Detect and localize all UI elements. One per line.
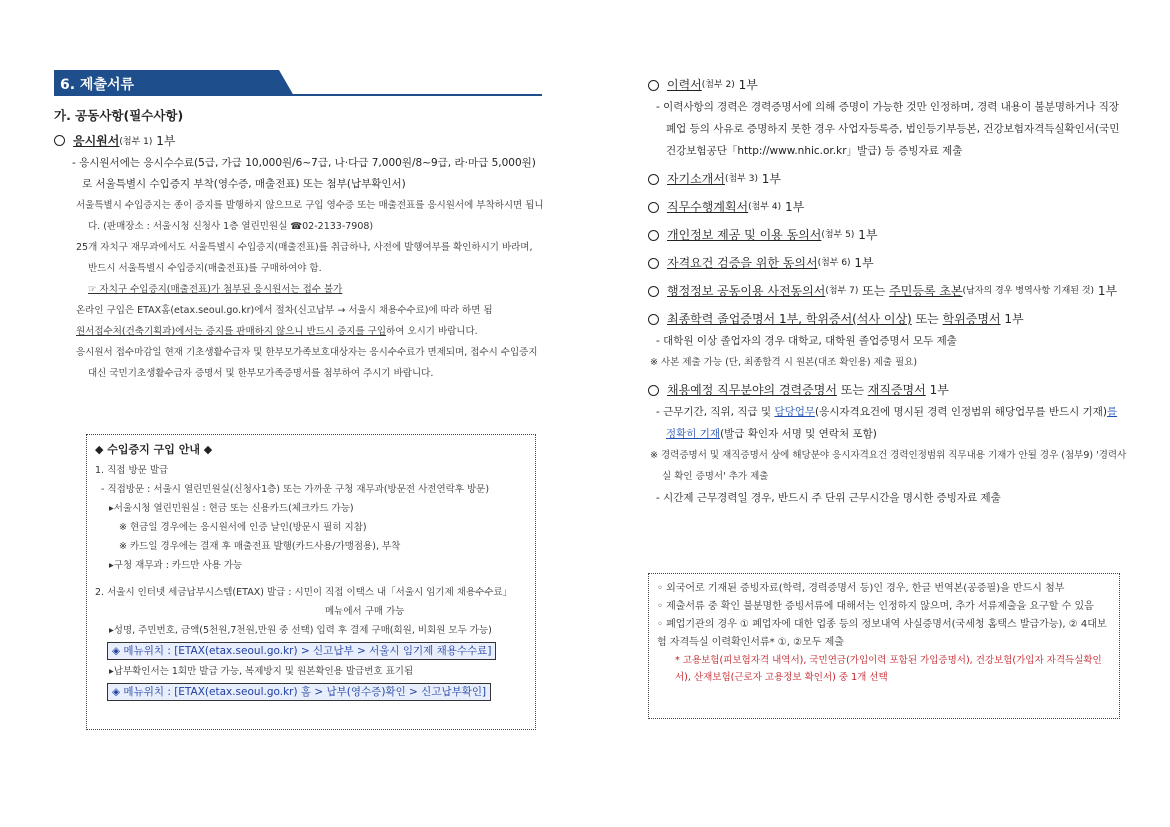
item-label: 자기소개서 (667, 172, 725, 186)
career-description (648, 401, 1128, 445)
item-label: 개인정보 제공 및 이용 동의서 (667, 228, 822, 242)
career-desc-part: (응시자격요건에 명시된 경력 인정범위 해당업무를 반드시 기재) (815, 406, 1107, 418)
career-item (648, 379, 1128, 401)
career-desc-highlight: 를 정확히 기재 (666, 406, 1118, 440)
item-attach: (첨부 4) (748, 202, 782, 212)
item-count: 1부 (738, 78, 758, 92)
item-count: 1부 (1004, 312, 1024, 326)
item-attach: (첨부 5) (821, 230, 855, 240)
guide-line: - 직접방문 : 서울시 열린민원실(신청사1층) 또는 가까운 구청 재무과(방문전 사전연락후 방문) (101, 484, 490, 495)
education-description: - 대학원 이상 졸업자의 경우 대학교, 대학원 졸업증명서 모두 제출 (656, 335, 957, 347)
circle-bullet-icon (648, 230, 659, 241)
career-note: ※ 경력증명서 및 재직증명서 상에 해당분야 응시자격요건 경력인정범위 직무내용 기재가 안될 경우 (첨부9) '경력사실 확인 증명서' 추가 제출 (650, 450, 1127, 482)
item-label: 직무수행계획서 (667, 200, 749, 214)
item-count: 1부 (858, 228, 878, 242)
guide-line: 1. 직접 방문 발급 (95, 465, 169, 476)
item-attach: (첨부 7) (825, 286, 859, 296)
item-count: 1부 (854, 256, 874, 270)
education-item (648, 308, 1128, 330)
item-label-2: 재직증명서 (867, 383, 926, 397)
right-column (648, 68, 1128, 509)
item-attach: (첨부 6) (817, 258, 851, 268)
item-count: 1부 (1097, 284, 1118, 298)
guide-line: 2. 서울시 인터넷 세금납부시스템(ETAX) 발급 : 시민이 직접 이택스 내「서울시 임기제 채용수수료」 (95, 587, 513, 598)
item-count: 1부 (761, 172, 782, 186)
guide-line: ▸성명, 주민번호, 금액(5천원,7천원,만원 중 선택) 입력 후 결제 구매(회원, 비회원 모두 가능) (109, 625, 492, 636)
circle-bullet-icon (54, 135, 65, 146)
stamp-purchase-guide-box (86, 434, 536, 730)
menu-location-link[interactable]: ◈ 메뉴위치 : [ETAX(etax.seoul.go.kr) > 신고납부 > 서울시 임기제 채용수수료] (107, 642, 496, 660)
item-or: 또는 (840, 383, 864, 397)
item-note: (남자의 경우 병역사항 기재된 것) (962, 286, 1095, 296)
item-label: 응시원서 (73, 134, 120, 148)
guide-line: 메뉴에서 구매 가능 (325, 606, 405, 617)
note-reception-rest: 하여 오시기 바랍니다. (386, 326, 478, 337)
circle-bullet-icon (648, 174, 659, 185)
note-reception-underlined: 원서접수처(건축기획과)에서는 증지를 판매하지 않으니 반드시 증지를 구입 (76, 326, 387, 337)
verify-item (648, 252, 1128, 274)
resume-description: - 이력사항의 경력은 경력증명서에 의해 증명이 가능한 것만 인정하며, 경력 내용이 불분명하거나 직장폐업 등의 사유로 증명하지 못한 경우 사업자등록증, 법인등기부등본, 건강보험자격득실확인서(국민건강보험공단「http://www.nhic.or.kr」발급) 등 증빙자료 제출 (656, 101, 1120, 157)
section-header (54, 70, 542, 96)
item-label-2: 학위증명서 (942, 312, 1001, 326)
guide-line: ▸납부확인서는 1회만 발급 가능, 복제방지 및 원본확인용 발급번호 표기됨 (109, 666, 414, 677)
admin-info-item (648, 280, 1128, 302)
circle-bullet-icon (648, 80, 659, 91)
guide-line: ▸구청 재무과 : 카드만 사용 가능 (109, 560, 243, 571)
item-count: 1부 (929, 383, 949, 397)
application-form-item (54, 132, 544, 149)
item-label: 자격요건 검증을 위한 동의서 (667, 256, 818, 270)
note-reception (54, 321, 544, 342)
notice-line: ◦ 폐업기관의 경우 ① 폐업자에 대한 업종 등의 정보내역 사실증명서(국세청 홈택스 발급가능), ② 4대보험 자격득실 이력확인서류* ①, ②모두 제출 (657, 619, 1107, 648)
note-exemption: 응시원서 접수마감일 현재 기초생활수급자 및 한부모가족보호대상자는 응시수수료가 면제되며, 접수시 수입증지 대신 국민기초생활수급자 증명서 및 한부모가족증명서를 첨부하여 주시기 바랍니다. (76, 347, 538, 379)
item-or: 또는 (915, 312, 939, 326)
circle-bullet-icon (648, 385, 659, 396)
circle-bullet-icon (648, 258, 659, 269)
subsection-title: 가. 공동사항(필수사항) (54, 108, 184, 123)
section-header-rule (54, 94, 542, 96)
item-attach: (첨부 2) (701, 80, 735, 90)
item-label: 행정정보 공동이용 사전동의서 (667, 284, 826, 298)
guide-box-title: ◆ 수입증지 구입 안내 ◆ (95, 443, 213, 456)
career-desc-part: - 근무기간, 직위, 직급 및 (656, 406, 775, 418)
section-title: 6. 제출서류 (60, 77, 135, 93)
item-attach: (첨부 3) (724, 174, 758, 184)
guide-line: ▸서울시청 열린민원실 : 현금 또는 신용카드(체크카드 가능) (109, 503, 354, 514)
guide-line: ※ 현금일 경우에는 응시원서에 인증 날인(방문시 필히 지참) (119, 522, 367, 533)
item-label: 채용예정 직무분야의 경력증명서 (667, 383, 837, 397)
plan-item (648, 196, 1128, 218)
note-stamp-receipt: 서울특별시 수입증지는 종이 증지를 발행하지 않으므로 구입 영수증 또는 매출전표를 응시원서에 부착하시면 됩니다. (판매장소 : 서울시청 신청사 1층 열린민원실 ☎02-2133-7908) (76, 200, 544, 232)
career-desc-part: (발급 확인자 서명 및 연락처 포함) (720, 428, 877, 440)
item-label-2: 주민등록 초본 (889, 284, 963, 298)
circle-bullet-icon (648, 314, 659, 325)
item-or: 또는 (862, 284, 886, 298)
item-count: 1부 (784, 200, 805, 214)
career-desc-highlight: 담당업무 (774, 406, 816, 418)
fee-description: - 응시원서에는 응시수수료(5급, 가급 10,000원/6~7급, 나·다급 7,000원/8~9급, 라·마급 5,000원)로 서울특별시 수입증지 부착(영수증, 매출전표) 또는 첨부(납부확인서) (72, 157, 536, 190)
note-online-purchase: 온라인 구입은 ETAX홈(etax.seoul.go.kr)에서 절차(신고납부 → 서울시 채용수수료)에 따라 하면 됨 (76, 305, 493, 316)
circle-bullet-icon (648, 286, 659, 297)
notice-box (648, 573, 1120, 719)
note-warning: ☞ 자치구 수입증지(매출전표)가 첨부된 응시원서는 접수 불가 (88, 284, 343, 295)
career-description-2: - 시간제 근무경력일 경우, 반드시 주 단위 근무시간을 명시한 증빙자료 제출 (656, 492, 1001, 504)
privacy-item (648, 224, 1128, 246)
note-district-office: 25개 자치구 재무과에서도 서울특별시 수입증지(매출전표)를 취급하나, 사전에 발행여부를 확인하시기 바라며, 반드시 서울특별시 수입증지(매출전표)를 구매하여야 함. (76, 242, 533, 274)
item-label: 최종학력 졸업증명서 1부, 학위증서(석사 이상) (667, 312, 912, 326)
circle-bullet-icon (648, 202, 659, 213)
notice-line: ◦ 외국어로 기재된 증빙자료(학력, 경력증명서 등)인 경우, 한글 번역본(공증필)을 반드시 첨부 (657, 583, 1065, 594)
item-attach: (첨부 1) (119, 137, 153, 147)
resume-item (648, 74, 1128, 96)
notice-line: ◦ 제출서류 중 확인 불분명한 증빙서류에 대해서는 인정하지 않으며, 추가 서류제출을 요구할 수 있음 (657, 601, 1094, 612)
item-count: 1부 (156, 134, 176, 148)
menu-location-link[interactable]: ◈ 메뉴위치 : [ETAX(etax.seoul.go.kr) 홈 > 납부(영수증)확인 > 신고납부확인] (107, 683, 491, 701)
item-label: 이력서 (667, 78, 702, 92)
intro-item (648, 168, 1128, 190)
notice-footnote: * 고용보험(피보험자격 내역서), 국민연금(가입이력 포함된 가입증명서), 건강보험(가입자 자격득실확인서), 산재보험(근로자 고용정보 확인서) 중 1개 선택 (675, 655, 1102, 683)
guide-line: ※ 카드일 경우에는 결재 후 매출전표 발행(카드사용/가맹점용), 부착 (119, 541, 401, 552)
left-column (54, 70, 544, 384)
education-note: ※ 사본 제출 가능 (단, 최종합격 시 원본(대조 확인용) 제출 필요) (650, 357, 918, 368)
